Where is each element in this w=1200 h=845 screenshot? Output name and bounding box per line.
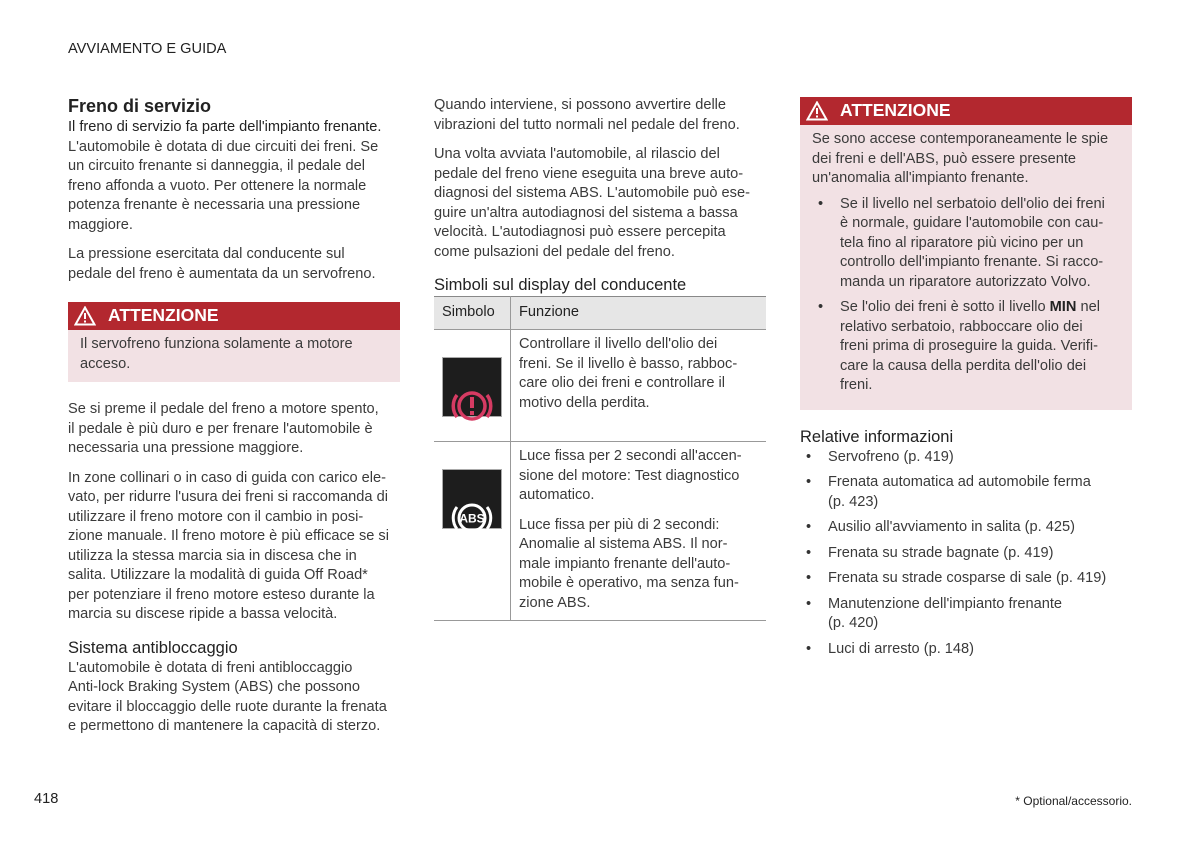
related-link[interactable]: • Manutenzione dell'impianto frenante (p. 420) (800, 595, 1134, 634)
warning-text: Il servofreno funziona solamente a motore acceso. (80, 336, 353, 372)
warning-header (800, 97, 1132, 125)
column-3 (800, 97, 1134, 665)
warning-text: Se sono accese contemporaneamente le spie dei freni e dell'ABS, può essere presente un'anomalia all'impianto frenante. (812, 131, 1109, 186)
warning-title: ATTENZIONE (108, 305, 219, 326)
symbols-table (434, 296, 766, 621)
related-title: Relative informazioni (800, 427, 954, 446)
warning-box (68, 302, 400, 382)
bullet-text: Se l'olio dei freni è sotto il livello (840, 299, 1050, 315)
symbol-cell (434, 442, 511, 621)
brake-warning-icon (442, 357, 502, 417)
section-header: AVVIAMENTO E GUIDA (68, 41, 227, 57)
paragraph: La pressione esercitata dal conducente sul pedale del freno è aumentata da un servofreno. (68, 246, 376, 282)
abs-icon (442, 469, 502, 529)
warning-box (800, 97, 1132, 410)
title-freno-di-servizio: Freno di servizio (68, 96, 212, 116)
function-cell (511, 442, 767, 621)
paragraph: Una volta avviata l'automobile, al rilascio del pedale del freno viene eseguita una breve auto- diagnosi del sistema ABS. L'automobile può ese- guire un'altra autodiagnosi del sistema a bassa velocità. L'autodiagnosi può essere percepita come pulsazioni del pedale del freno. (434, 146, 750, 260)
header-function: Funzione (511, 297, 767, 330)
warning-title: ATTENZIONE (840, 100, 951, 121)
table-row (434, 330, 766, 442)
warning-triangle-icon (74, 306, 96, 326)
subtitle-symbols: Simboli sul display del conducente (434, 276, 687, 294)
related-link[interactable]: • Luci di arresto (p. 148) (800, 640, 1134, 660)
warning-bullets (800, 195, 1132, 410)
paragraph: L'automobile è dotata di due circuiti dei freni. Se un circuito frenante si danneggia, il pedale del freno affonda a vuoto. Per ottenere la normale potenza frenante è necessaria una pressione maggiore. (68, 138, 379, 233)
warning-triangle-icon (806, 101, 828, 121)
column-2 (434, 96, 768, 621)
lead-text: Il freno di servizio fa parte dell'impianto frenante. (68, 119, 382, 135)
bullet-text: nel relativo serbatoio, rabboccare olio dei freni prima di proseguire la guida. Verifi- care la causa della perdita dell'olio dei freni. (840, 299, 1100, 393)
table-header-row (434, 297, 766, 330)
bullet-item: • Se il livello nel serbatoio dell'olio dei freni è normale, guidare l'automobile con cau- tela fino al riparatore più vicino per un controllo dell'impianto frenante. Si racco- manda un riparatore autorizzato Volvo. (812, 195, 1120, 293)
page-number: 418 (34, 791, 59, 807)
bullet-bold: MIN (1049, 299, 1077, 315)
related-link[interactable]: • Servofreno (p. 419) (800, 448, 1134, 468)
related-link[interactable]: • Frenata su strade cosparse di sale (p. 419) (800, 569, 1134, 589)
paragraph: Se si preme il pedale del freno a motore spento, il pedale è più duro e per frenare l'automobile è necessaria una pressione maggiore. (68, 401, 379, 456)
column-1 (68, 94, 402, 747)
footnote: * Optional/accessorio. (1015, 794, 1132, 808)
subtitle-abs: Sistema antibloccaggio (68, 638, 238, 657)
warning-header (68, 302, 400, 330)
symbol-cell (434, 330, 511, 442)
function-text: Luce fissa per più di 2 secondi: Anomalie al sistema ABS. Il nor- male impianto frenante dell'auto- mobile è operativo, ma senza fun- zione ABS. (519, 516, 739, 611)
paragraph: L'automobile è dotata di freni antibloccaggio Anti-lock Braking System (ABS) che possono evitare il bloccaggio delle ruote durante la frenata e permettono di mantenere la capacità di sterzo. (68, 659, 387, 734)
bullet-item (812, 298, 1120, 396)
paragraph: In zone collinari o in caso di guida con carico ele- vato, per ridurre l'usura dei freni si raccomanda di utilizzare il freno motore con il cambio in posi- zione manuale. Il freno motore è più efficace se si utilizza la stessa marcia sia in discesa che in salita. Utilizzare la modalità di guida Off Road* per potenziare il freno motore esteso durante la marcia su discese ripide a bassa velocità. (68, 469, 389, 622)
function-text: Luce fissa per 2 secondi all'accen- sione del motore: Test diagnostico automatico. (519, 448, 742, 503)
related-link[interactable]: • Ausilio all'avviamento in salita (p. 425) (800, 518, 1134, 538)
related-link[interactable]: • Frenata automatica ad automobile ferma (p. 423) (800, 473, 1134, 512)
function-text: Controllare il livello dell'olio dei freni. Se il livello è basso, rabboc- care olio dei freni e controllare il motivo della perdita. (511, 330, 767, 442)
related-link[interactable]: • Frenata su strade bagnate (p. 419) (800, 544, 1134, 564)
header-symbol: Simbolo (434, 297, 511, 330)
abs-icon-text: ABS (459, 511, 485, 526)
paragraph: Quando interviene, si possono avvertire delle vibrazioni del tutto normali nel pedale del freno. (434, 97, 740, 133)
table-row (434, 442, 766, 621)
related-list (800, 448, 1134, 660)
